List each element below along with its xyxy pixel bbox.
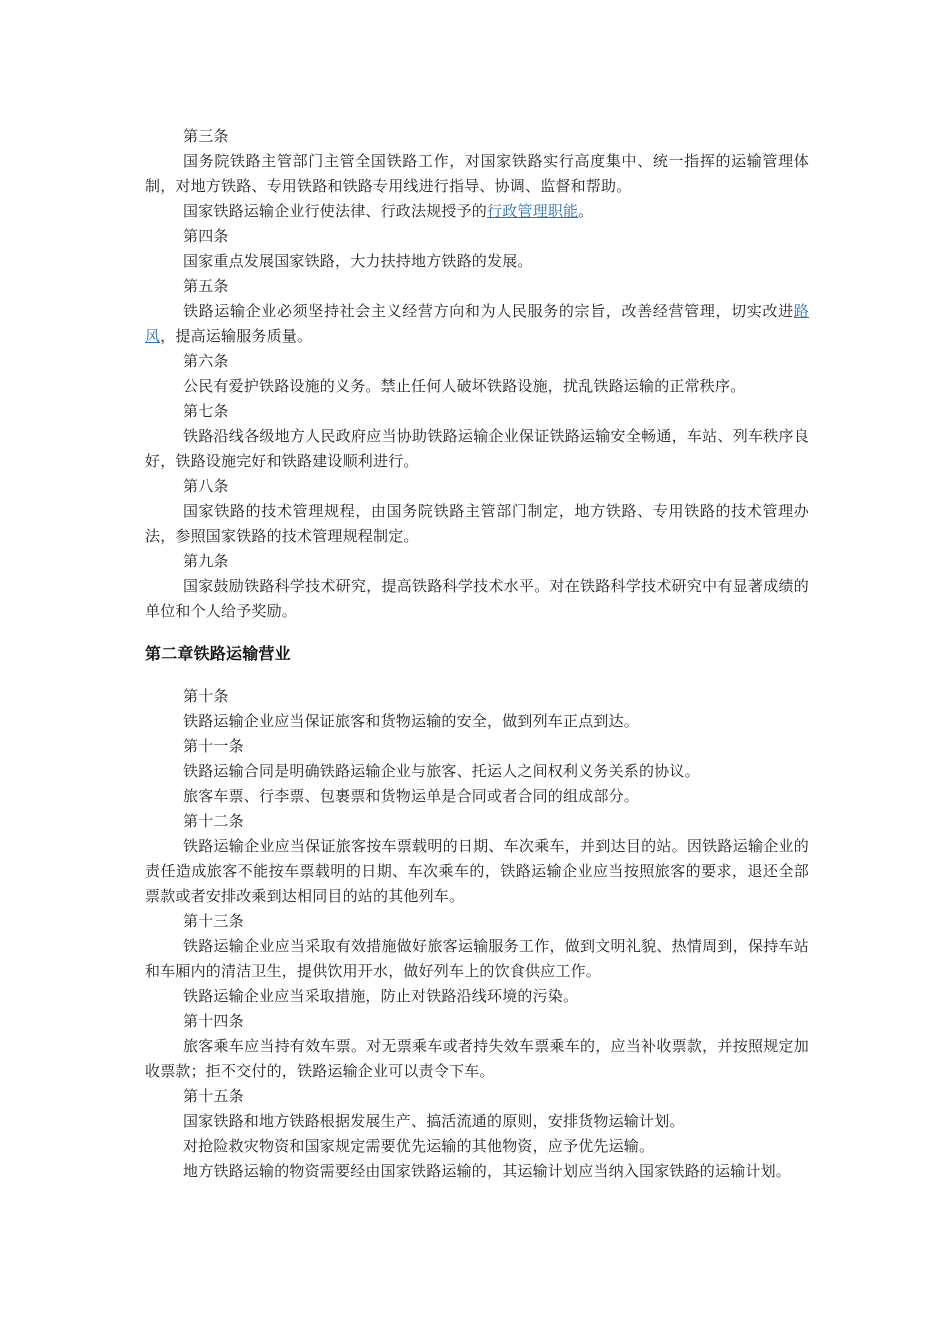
document-page	[145, 124, 809, 1184]
article-paragraph: 旅客车票、行李票、包裹票和货物运单是合同或者合同的组成部分。	[183, 787, 640, 805]
section-general-provisions	[145, 124, 809, 624]
article-paragraph	[145, 199, 809, 224]
article-paragraph: 国家鼓励铁路科学技术研究，提高铁路科学技术水平。对在铁路科学技术研究中有显著成绩的单位和个人给予奖励。	[145, 577, 809, 620]
chapter-heading: 第二章铁路运输营业	[145, 644, 291, 663]
article-paragraph: 地方铁路运输的物资需要经由国家铁路运输的，其运输计划应当纳入国家铁路的运输计划。	[183, 1162, 792, 1180]
term-link[interactable]: 路风	[145, 302, 809, 345]
article-paragraph: 对抢险救灾物资和国家规定需要优先运输的其他物资，应予优先运输。	[183, 1137, 655, 1155]
section-chapter-2	[145, 684, 809, 1184]
article-number: 第九条	[183, 552, 229, 570]
article-paragraph: 铁路运输企业应当采取有效措施做好旅客运输服务工作，做到文明礼貌、热情周到，保持车站和车厢内的清洁卫生，提供饮用开水，做好列车上的饮食供应工作。	[145, 937, 809, 980]
article-paragraph: 铁路运输企业应当保证旅客按车票载明的日期、车次乘车，并到达目的站。因铁路运输企业的责任造成旅客不能按车票载明的日期、车次乘车的，铁路运输企业应当按照旅客的要求，退还全部票款或者安排改乘到达相同目的站的其他列车。	[145, 837, 809, 905]
article-number: 第十条	[183, 687, 229, 705]
article-number: 第六条	[183, 352, 229, 370]
article-number: 第四条	[183, 227, 229, 245]
article-number: 第十五条	[183, 1087, 244, 1105]
article-paragraph: 国家重点发展国家铁路，大力扶持地方铁路的发展。	[183, 252, 533, 270]
paragraph-text: 铁路运输企业必须坚持社会主义经营方向和为人民服务的宗旨，改善经营管理，切实改进	[183, 302, 794, 320]
article-number: 第八条	[183, 477, 229, 495]
article-number: 第十三条	[183, 912, 244, 930]
article-number: 第三条	[183, 127, 229, 145]
paragraph-text: 国家铁路运输企业行使法律、行政法规授予的	[183, 202, 488, 220]
article-number: 第七条	[183, 402, 229, 420]
article-number: 第十二条	[183, 812, 244, 830]
term-link[interactable]: 行政管理职能	[487, 202, 579, 220]
article-paragraph	[145, 299, 809, 349]
article-paragraph: 旅客乘车应当持有效车票。对无票乘车或者持失效车票乘车的，应当补收票款，并按照规定加收票款；拒不交付的，铁路运输企业可以责令下车。	[145, 1037, 809, 1080]
article-number: 第十四条	[183, 1012, 244, 1030]
article-paragraph: 国家铁路的技术管理规程，由国务院铁路主管部门制定，地方铁路、专用铁路的技术管理办法，参照国家铁路的技术管理规程制定。	[145, 502, 809, 545]
article-number: 第十一条	[183, 737, 244, 755]
paragraph-text: 。	[578, 202, 594, 220]
article-paragraph: 铁路运输企业应当保证旅客和货物运输的安全，做到列车正点到达。	[183, 712, 640, 730]
article-paragraph: 公民有爱护铁路设施的义务。禁止任何人破坏铁路设施，扰乱铁路运输的正常秩序。	[183, 377, 746, 395]
article-paragraph: 国家铁路和地方铁路根据发展生产、搞活流通的原则，安排货物运输计划。	[183, 1112, 685, 1130]
article-paragraph: 铁路沿线各级地方人民政府应当协助铁路运输企业保证铁路运输安全畅通，车站、列车秩序良好，铁路设施完好和铁路建设顺利进行。	[145, 427, 809, 470]
article-paragraph: 铁路运输企业应当采取措施，防止对铁路沿线环境的污染。	[183, 987, 579, 1005]
article-paragraph: 铁路运输合同是明确铁路运输企业与旅客、托运人之间权利义务关系的协议。	[183, 762, 700, 780]
article-paragraph: 国务院铁路主管部门主管全国铁路工作，对国家铁路实行高度集中、统一指挥的运输管理体制，对地方铁路、专用铁路和铁路专用线进行指导、协调、监督和帮助。	[145, 152, 809, 195]
paragraph-text: ，提高运输服务质量。	[160, 327, 313, 345]
article-number: 第五条	[183, 277, 229, 295]
